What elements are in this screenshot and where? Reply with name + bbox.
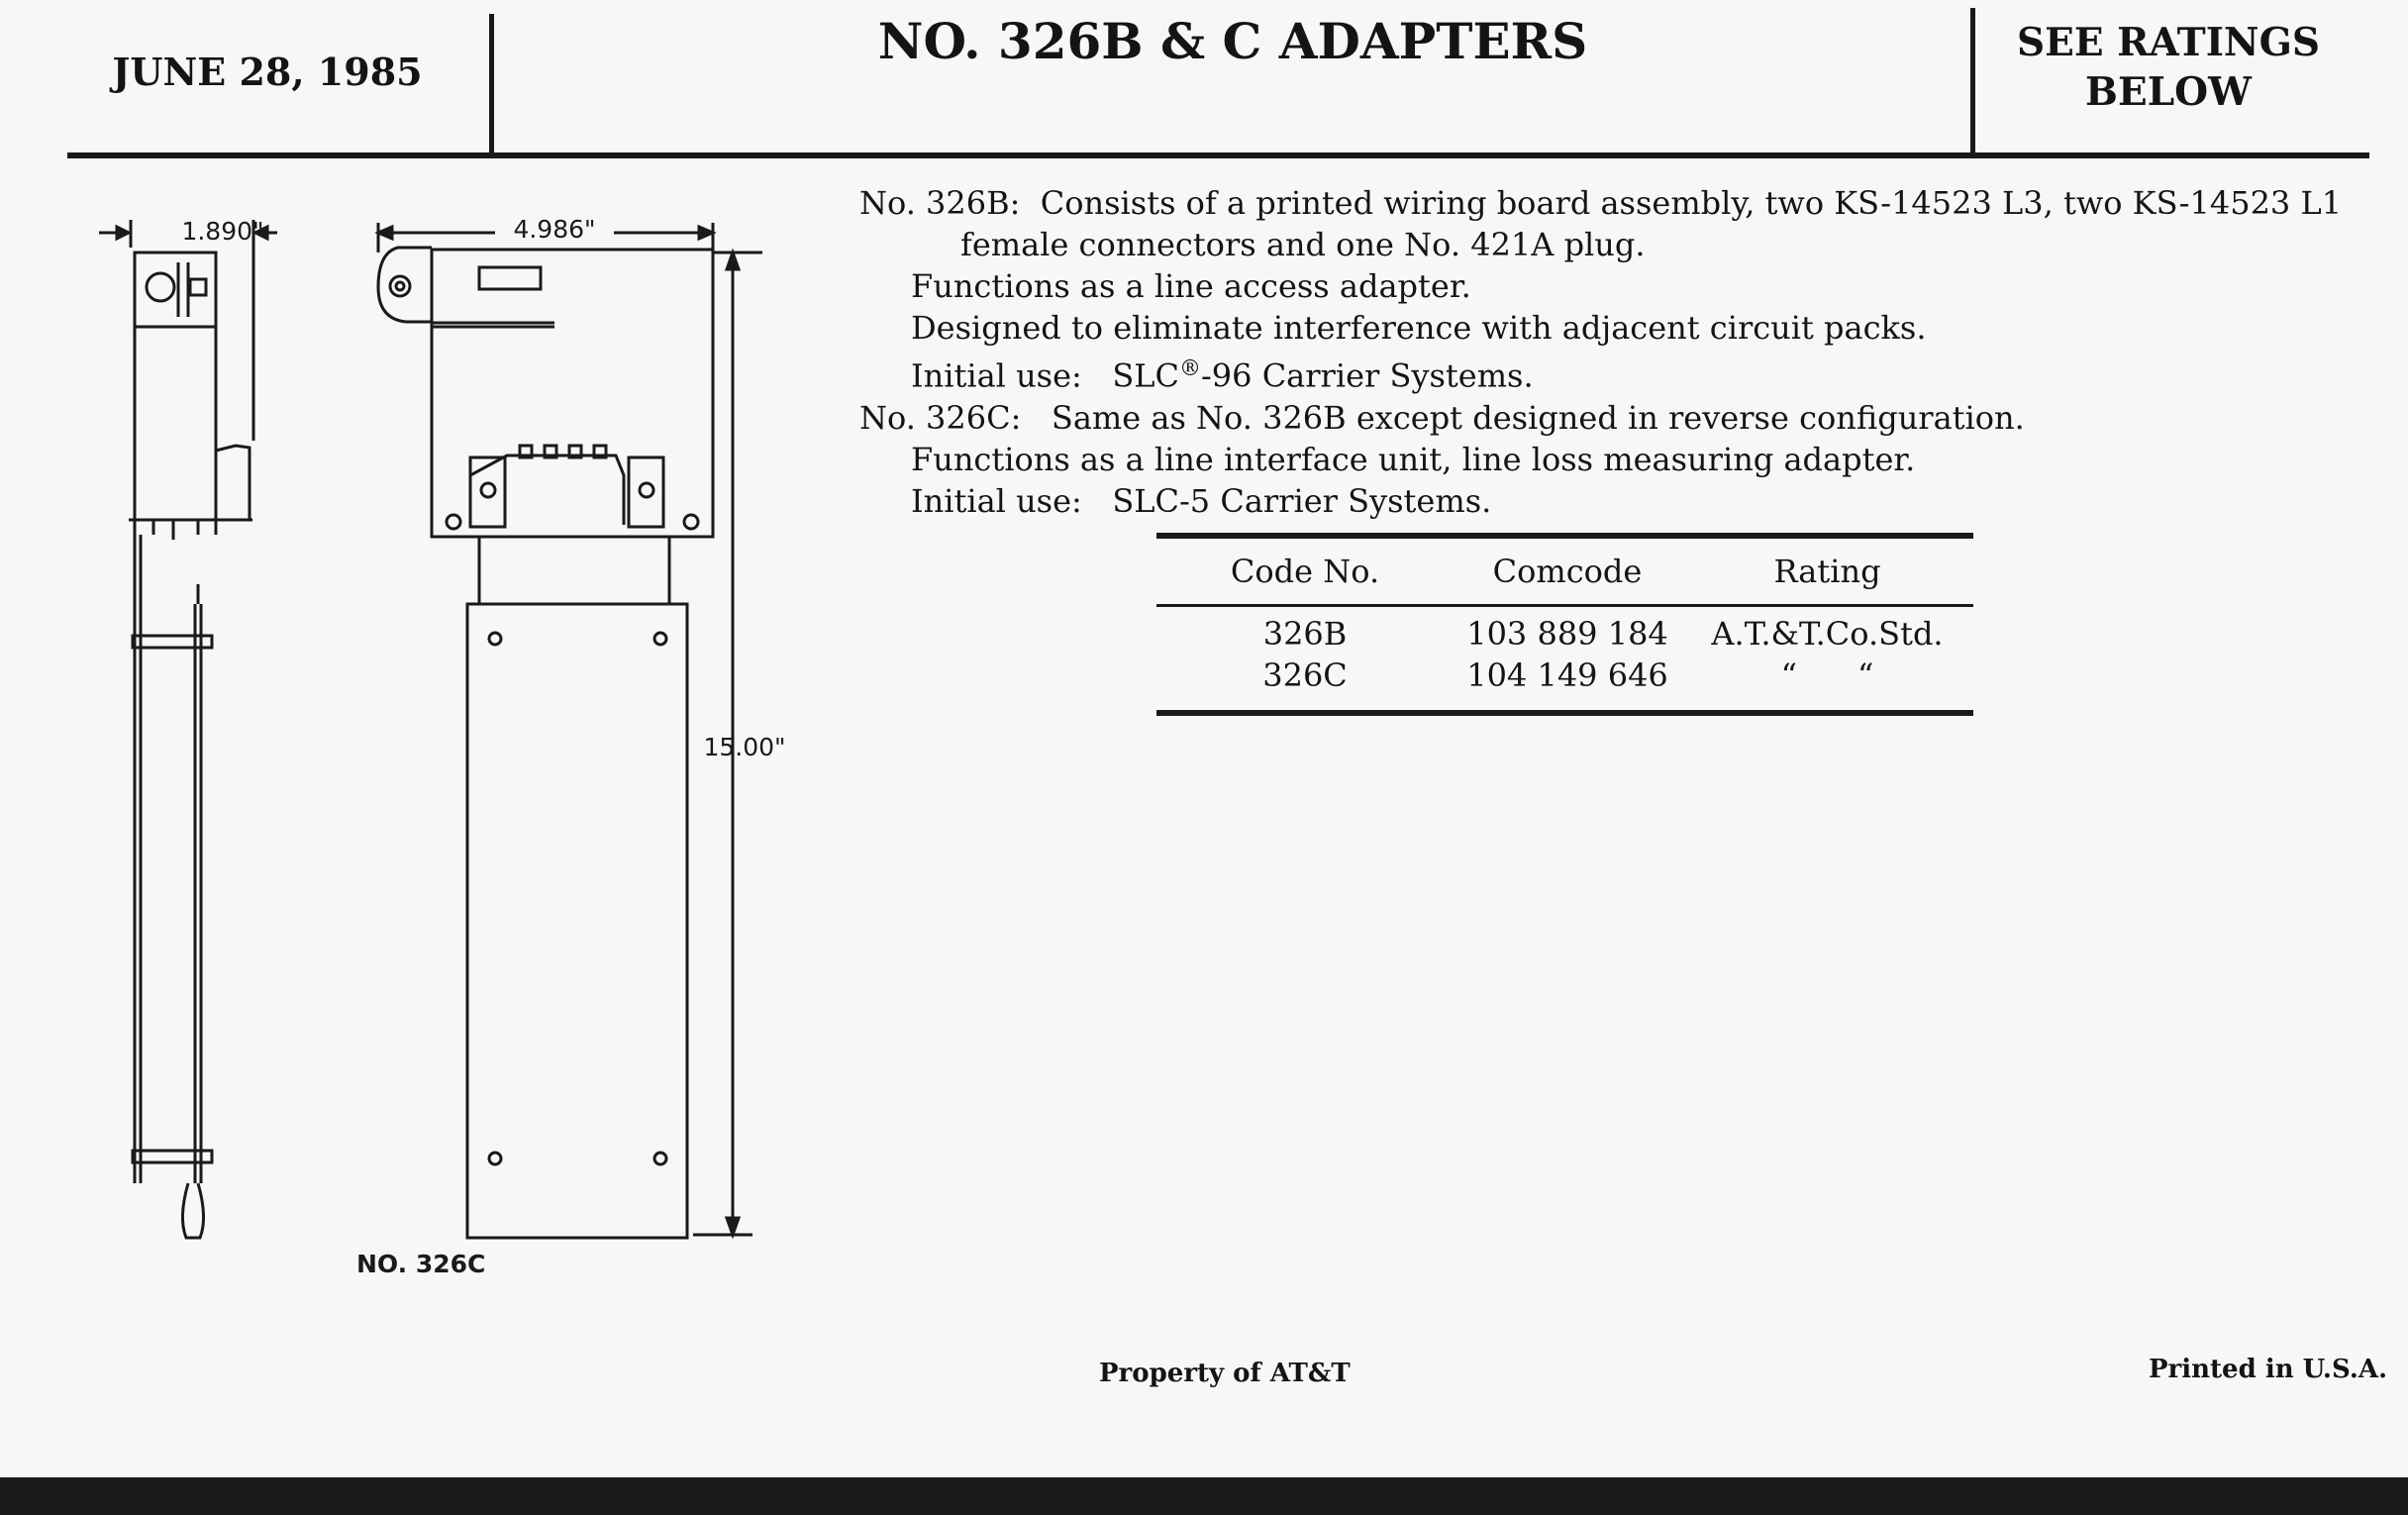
header-divider-left <box>489 14 494 158</box>
table-row: 326B 103 889 184 A.T.&T.Co.Std. <box>1262 615 1944 653</box>
footer-printed: Printed in U.S.A. <box>2149 1355 2388 1384</box>
desc-326b-label: No. 326B: <box>859 184 1021 222</box>
front-view <box>378 223 762 1238</box>
table-rule-mid <box>1156 604 1973 607</box>
table-row: 326C 104 149 646 “ “ <box>1262 656 1874 694</box>
col-header-code: Code No. <box>1230 553 1380 590</box>
drawing-caption: NO. 326C <box>356 1250 486 1278</box>
rating-note-line-2: BELOW <box>2085 69 2252 115</box>
desc-326b-line-2: female connectors and one No. 421A plug. <box>960 226 1646 263</box>
desc-326c-line-2: Functions as a line interface unit, line loss measuring adapter. <box>911 440 1916 478</box>
header-rule <box>67 152 2369 158</box>
side-view <box>99 220 277 1238</box>
col-header-comcode: Comcode <box>1492 553 1643 590</box>
desc-326c-line-1: No. 326C: Same as No. 326B except designed in reverse configuration. <box>859 398 2025 437</box>
height-label: 15.00" <box>703 733 786 761</box>
front-width-label: 4.986" <box>513 215 596 244</box>
table-body <box>1156 613 1973 696</box>
side-width-label: 1.890" <box>181 217 264 246</box>
table-header-row <box>1156 551 1973 592</box>
ratings-table <box>1156 533 1973 716</box>
desc-326c-initial-use: Initial use: SLC-5 Carrier Systems. <box>911 481 1492 520</box>
desc-326b-line-3: Functions as a line access adapter. <box>911 267 1471 305</box>
footer-property: Property of AT&T <box>1099 1359 1351 1388</box>
header-divider-right <box>1970 8 1975 152</box>
page-title: NO. 326B & C ADAPTERS <box>877 12 1588 70</box>
adapter-drawing <box>79 188 812 1317</box>
rating-note <box>1975 18 2361 117</box>
desc-326c-label: No. 326C: <box>859 398 1022 437</box>
desc-326b-initial-use: Initial use: SLC®-96 Carrier Systems. <box>911 356 1534 395</box>
issue-date: JUNE 28, 1985 <box>112 50 423 94</box>
desc-326b-line-1: No. 326B: Consists of a printed wiring board assembly, two KS-14523 L3, two KS-14523 L1 <box>859 184 2343 222</box>
table-rule-bottom <box>1156 710 1973 716</box>
table-rule-top <box>1156 533 1973 539</box>
registered-mark: ® <box>1178 356 1201 381</box>
col-header-rating: Rating <box>1773 553 1881 590</box>
rating-note-line-1: SEE RATINGS <box>2016 20 2321 65</box>
desc-326b-line-4: Designed to eliminate interference with adjacent circuit packs. <box>911 309 1927 347</box>
description-block <box>859 182 2342 522</box>
